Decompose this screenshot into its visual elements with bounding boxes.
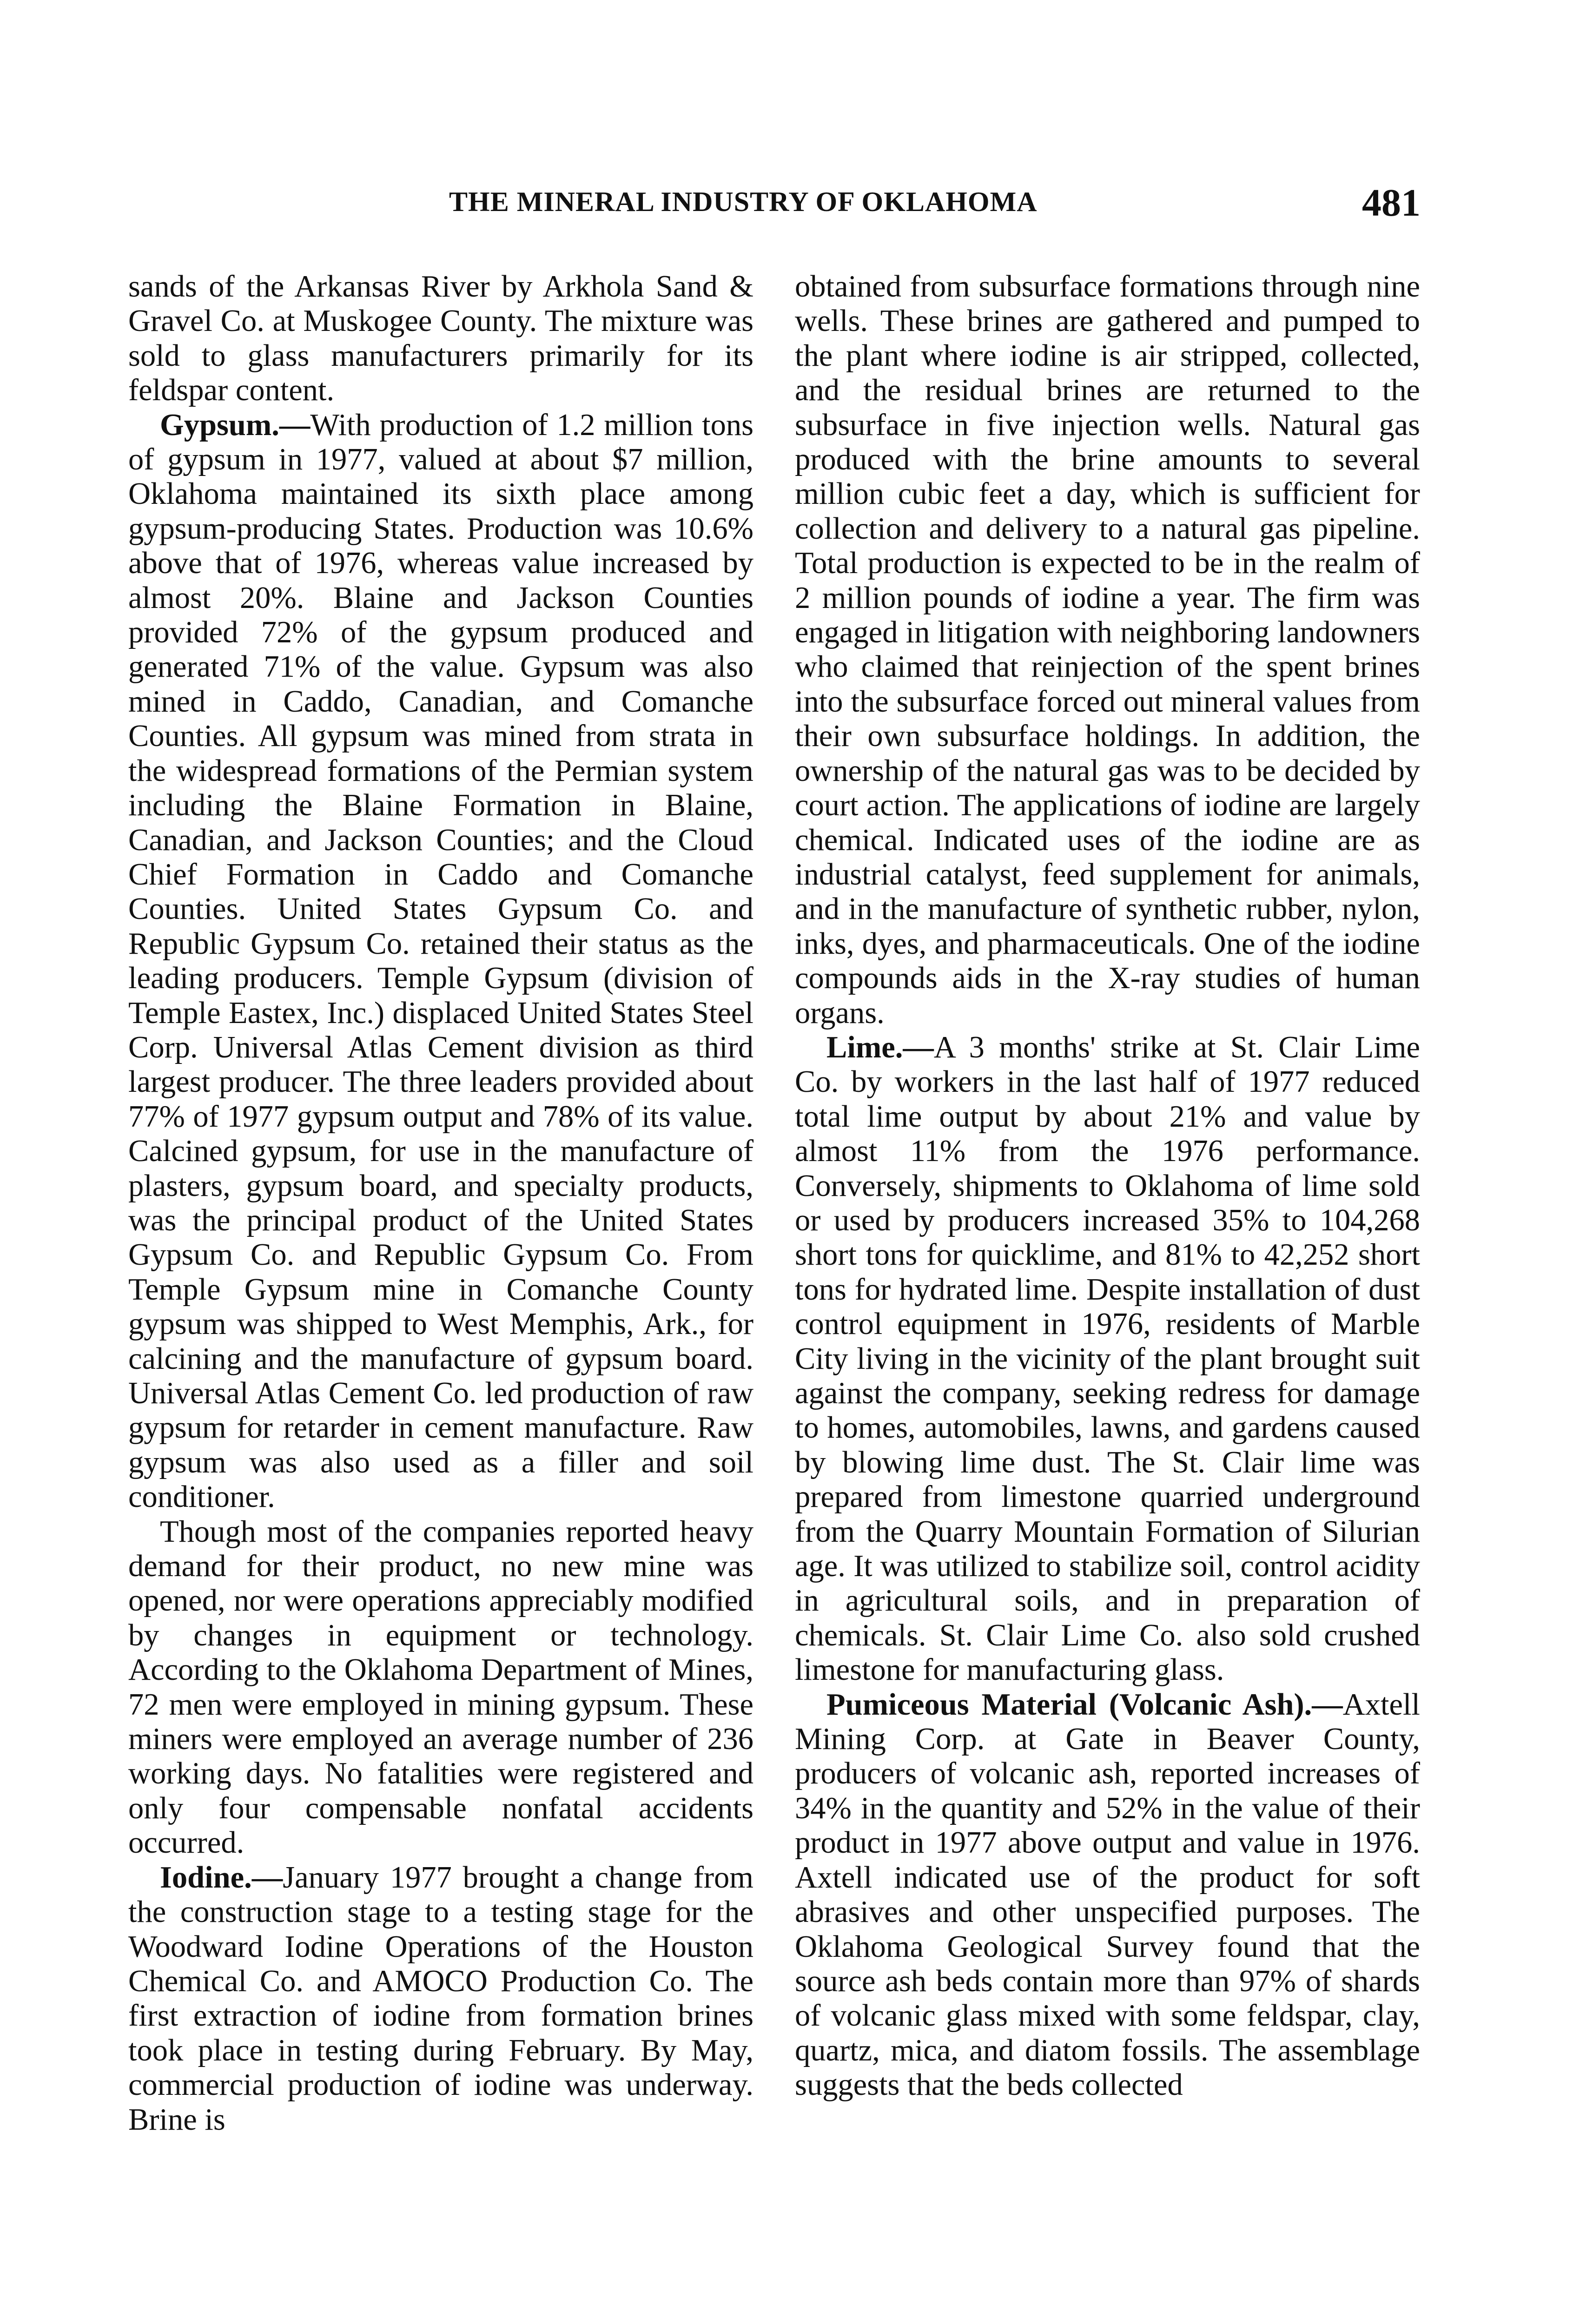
page-header xyxy=(128,180,1421,236)
section-heading-iodine: Iodine.— xyxy=(160,1860,283,1895)
gypsum-text: With production of 1.2 million tons of gypsum in 1977, valued at about $7 million, Oklahoma maintained its sixth place among gypsum-producing States. Production was 10.6% above that of 1976, whereas value increased by almost 20%. Blaine and Jackson Counties provided 72% of the gypsum produced and generated 71% of the value. Gypsum was also mined in Caddo, Canadian, and Comanche Counties. All gypsum was mined from strata in the widespread formations of the Permian system including the Blaine Formation in Blaine, Canadian, and Jackson Counties; and the Cloud Chief Formation in Caddo and Comanche Counties. United States Gypsum Co. and Republic Gypsum Co. retained their status as the leading producers. Temple Gypsum (division of Temple Eastex, Inc.) displaced United States Steel Corp. Universal Atlas Cement division as third largest producer. The three leaders provided about 77% of 1977 gypsum output and 78% of its value. Calcined gypsum, for use in the manufacture of plasters, gypsum board, and specialty products, was the principal product of the United States Gypsum Co. and Republic Gypsum Co. From Temple Gypsum mine in Comanche County gypsum was shipped to West Memphis, Ark., for calcining and the manufacture of gypsum board. Universal Atlas Cement Co. led production of raw gypsum for retarder in cement manufacture. Raw gypsum was also used as a filler and soil conditioner. xyxy=(128,408,753,1514)
section-heading-lime: Lime.— xyxy=(826,1030,934,1064)
lime-text: A 3 months' strike at St. Clair Lime Co. by workers in the last half of 1977 reduced total lime output by about 21% and value by almost 11% from the 1976 performance. Conversely, shipments to Oklahoma of lime sold or used by producers increased 35% to 104,268 short tons for quicklime, and 81% to 42,252 short tons for hydrated lime. Despite installation of dust control equipment in 1976, residents of Marble City living in the vicinity of the plant brought suit against the company, seeking redress for damage to homes, automobiles, lawns, and gardens caused by blowing lime dust. The St. Clair lime was prepared from limestone quarried underground from the Quarry Mountain Formation of Silurian age. It was utilized to stabilize soil, control acidity in agricultural soils, and in preparation of chemicals. St. Clair Lime Co. also sold crushed limestone for manufacturing glass. xyxy=(795,1030,1420,1687)
pumiceous-material-text: Axtell Mining Corp. at Gate in Beaver County, producers of volcanic ash, reported increases of 34% in the quantity and 52% in the value of their product in 1977 above output and value in 1976. Axtell indicated use of the product for soft abrasives and other unspecified purposes. The Oklahoma Geological Survey found that the source ash beds contain more than 97% of shards of volcanic glass mixed with some feldspar, clay, quartz, mica, and diatom fossils. The assemblage suggests that the beds collected xyxy=(795,1687,1420,2102)
running-title: THE MINERAL INDUSTRY OF OKLAHOMA xyxy=(449,186,1038,217)
right-column xyxy=(795,270,1420,2103)
paragraph-lime xyxy=(795,1030,1420,1688)
paragraph-pumiceous-material xyxy=(795,1688,1420,2103)
paragraph-glass-sand: sands of the Arkansas River by Arkhola Sand & Gravel Co. at Muskogee County. The mixture was sold to glass manufacturers primarily for its feldspar content. xyxy=(128,270,753,408)
page-number: 481 xyxy=(1362,181,1421,224)
paragraph-iodine-continued: obtained from subsurface formations through nine wells. These brines are gathered and pumped to the plant where iodine is air stripped, collected, and the residual brines are returned to the subsurface in five injection wells. Natural gas produced with the brine amounts to several million cubic feet a day, which is sufficient for collection and delivery to a natural gas pipeline. Total production is expected to be in the realm of 2 million pounds of iodine a year. The firm was engaged in litigation with neighboring landowners who claimed that reinjection of the spent brines into the subsurface forced out mineral values from their own subsurface holdings. In addition, the ownership of the natural gas was to be decided by court action. The applications of iodine are largely chemical. Indicated uses of the iodine are as industrial catalyst, feed supplement for animals, and in the manufacture of synthetic rubber, nylon, inks, dyes, and pharmaceuticals. One of the iodine compounds aids in the X-ray studies of human organs. xyxy=(795,270,1420,1030)
section-heading-pumiceous-material: Pumiceous Material (Volcanic Ash).— xyxy=(826,1687,1343,1722)
iodine-text: January 1977 brought a change from the construction stage to a testing stage for the Woodward Iodine Operations of the Houston Chemical Co. and AMOCO Production Co. The first extraction of iodine from formation brines took place in testing during February. By May, commercial production of iodine was underway. Brine is xyxy=(128,1860,753,2137)
section-heading-gypsum: Gypsum.— xyxy=(160,408,311,442)
paragraph-gypsum-employment: Though most of the companies reported heavy demand for their product, no new mine was opened, nor were operations appreciably modified by changes in equipment or technology. According to the Oklahoma Department of Mines, 72 men were employed in mining gypsum. These miners were employed an average number of 236 working days. No fatalities were registered and only four compensable nonfatal accidents occurred. xyxy=(128,1514,753,1860)
left-column xyxy=(128,270,753,2137)
paragraph-iodine xyxy=(128,1861,753,2137)
paragraph-gypsum xyxy=(128,408,753,1515)
